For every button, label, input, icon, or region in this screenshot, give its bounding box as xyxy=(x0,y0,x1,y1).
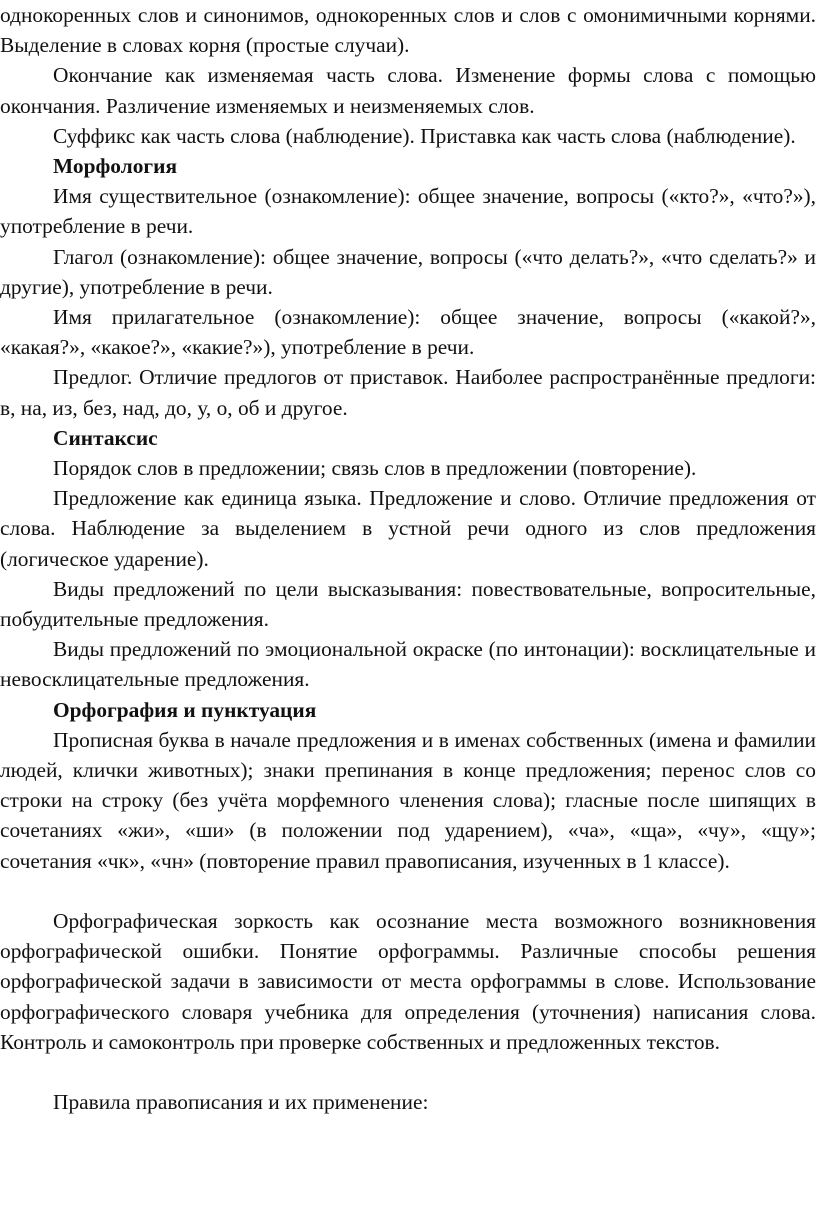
paragraph-preposition: Предлог. Отличие предлогов от приставок. Наиболее распространённые предлоги: в, на, из, без, над, до, у, о, об и другое. xyxy=(0,365,816,420)
paragraph-word-order: Порядок слов в предложении; связь слов в предложении (повторение). xyxy=(53,456,697,481)
paragraph-capital-letters: Прописная буква в начале предложения и в именах собственных (имена и фамилии людей, клички животных); знаки препинания в конце предложения; перенос слов со строки на строку (без учёта морфемного членения слова); гласные после шипящих в сочетаниях «жи», «ши» (в положении под ударением), «ча», «ща», «чу», «щу»; сочетания «чк», «чн» (повторение правил правописания, изученных в 1 классе). xyxy=(0,727,816,873)
paragraph-roots: однокоренных слов и синонимов, однокоренных слов и слов с омонимичными корнями. Выделение в словах корня (простые случаи). xyxy=(0,3,816,58)
heading-orthography: Орфография и пунктуация xyxy=(53,697,317,722)
paragraph-spelling-rules: Правила правописания и их применение: xyxy=(53,1089,429,1114)
heading-morphology: Морфология xyxy=(53,154,178,179)
paragraph-sentence-purpose: Виды предложений по цели высказывания: повествовательные, вопросительные, побудительные предложения. xyxy=(0,576,816,632)
paragraph-sentence-unit: Предложение как единица языка. Предложение и слово. Отличие предложения от слова. Наблюдение за выделением в устной речи одного из слов предложения (логическое ударение). xyxy=(0,486,816,571)
paragraph-suffix-prefix: Суффикс как часть слова (наблюдение). Приставка как часть слова (наблюдение). xyxy=(53,123,796,148)
paragraph-verb: Глагол (ознакомление): общее значение, вопросы («что делать?», «что сделать?» и другие), употребление в речи. xyxy=(0,244,816,299)
paragraph-sentence-emotion: Виды предложений по эмоциональной окраске (по интонации): восклицательные и невосклицательные предложения. xyxy=(0,637,816,692)
paragraph-noun: Имя существительное (ознакомление): общее значение, вопросы («кто?», «что?»), употребление в речи. xyxy=(0,184,816,239)
spacer xyxy=(0,876,816,906)
paragraph-spelling-vigilance: Орфографическая зоркость как осознание места возможного возникновения орфографической ошибки. Понятие орфограммы. Различные способы решения орфографической задачи в зависимости от места орфограммы в слове. Использование орфографического словаря учебника для определения (уточнения) написания слова. Контроль и самоконтроль при проверке собственных и предложенных текстов. xyxy=(0,908,816,1054)
paragraph-endings: Окончание как изменяемая часть слова. Изменение формы слова с помощью окончания. Различение изменяемых и неизменяемых слов. xyxy=(0,63,816,118)
spacer xyxy=(0,1057,816,1087)
heading-syntax: Синтаксис xyxy=(53,425,158,450)
paragraph-adjective: Имя прилагательное (ознакомление): общее значение, вопросы («какой?», «какая?», «какое?», «какие?»), употребление в речи. xyxy=(0,305,816,360)
